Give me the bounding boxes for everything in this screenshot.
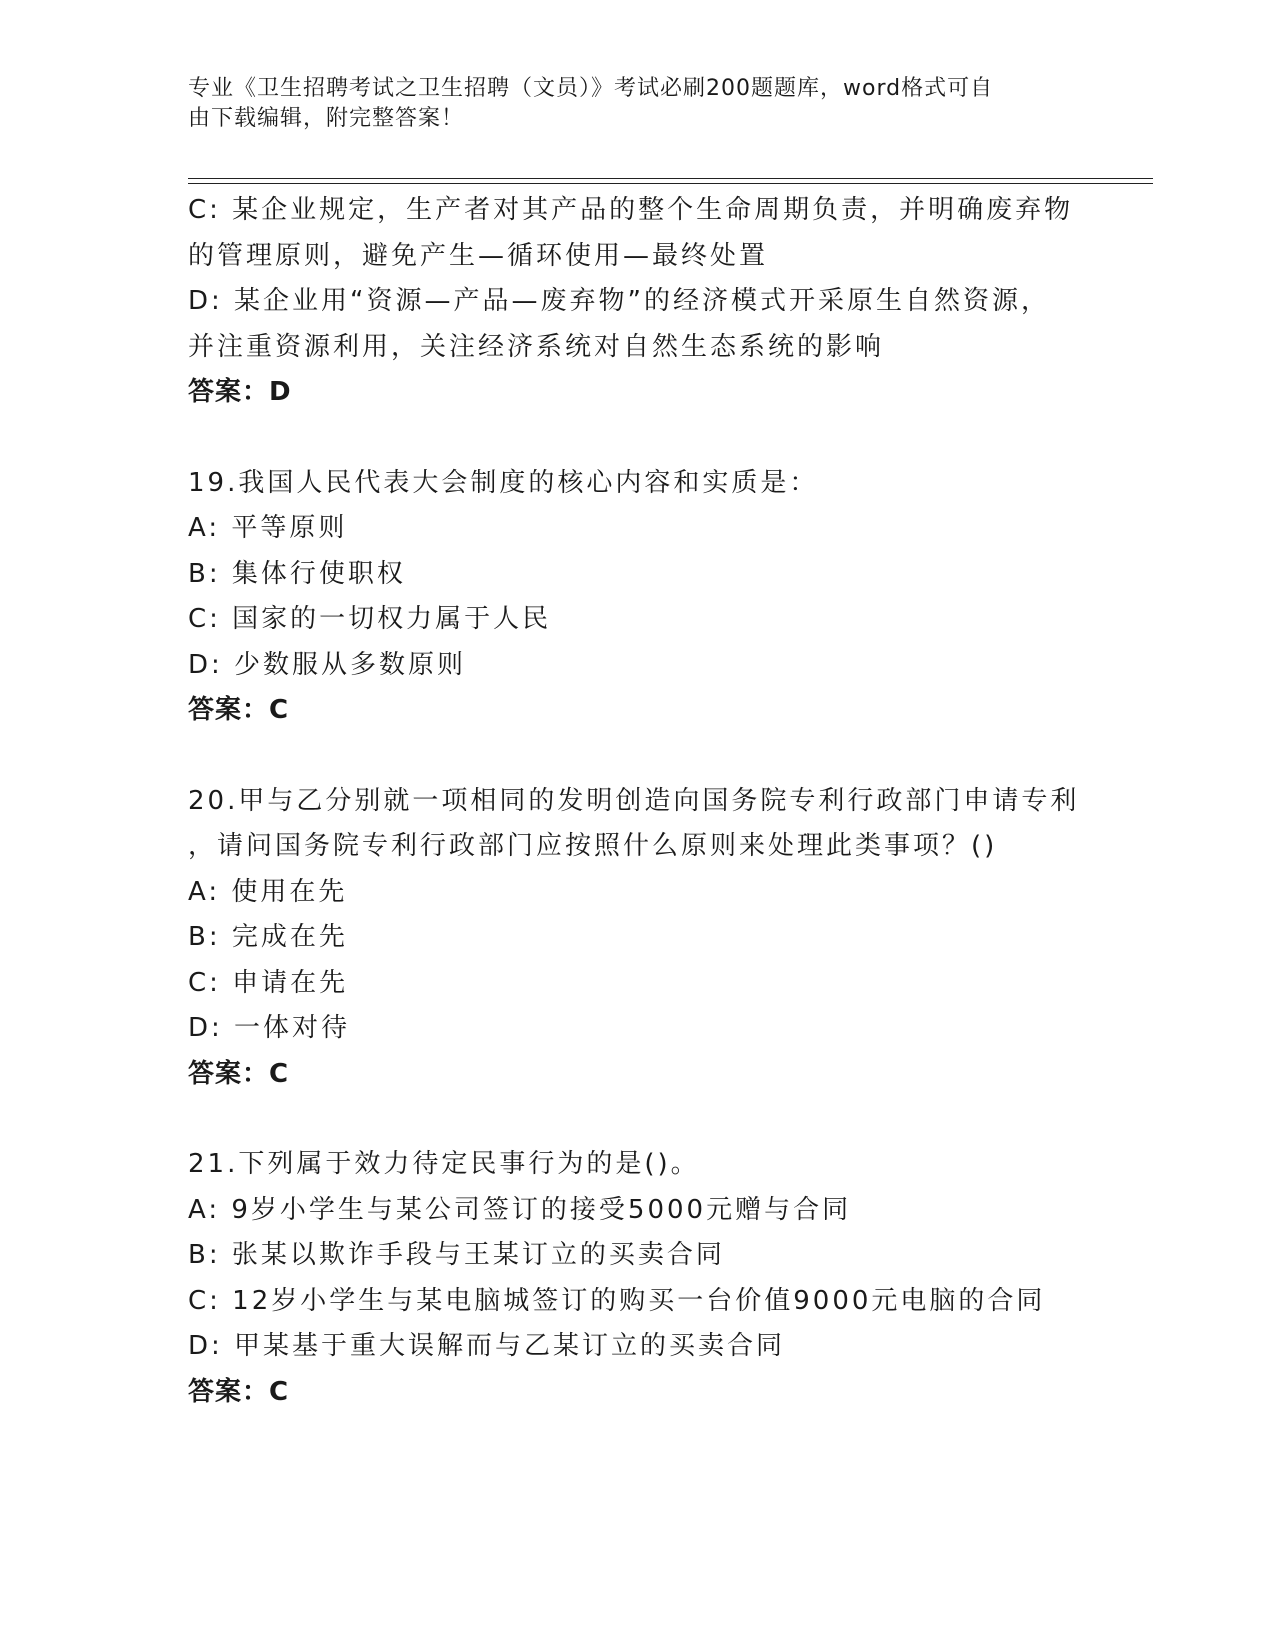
spacer [188,1097,1088,1142]
question-text-line-2: ，请问国务院专利行政部门应按照什么原则来处理此类事项？() [188,831,998,861]
option-c-line-2: 的管理原则，避免产生—循环使用—最终处置 [188,240,769,271]
header-divider-bottom [188,183,1153,184]
option-b: B: 集体行使职权 [188,558,406,589]
option-b: B: 张某以欺诈手段与王某订立的买卖合同 [188,1240,725,1270]
question-text: 19.我国人民代表大会制度的核心内容和实质是： [188,467,819,498]
header-title-line-1: 专业《卫生招聘考试之卫生招聘（文员）》考试必刷200题题库，word格式可自 [188,76,994,101]
option-c: C: 申请在先 [188,967,349,998]
option-c-line-1: C: 某企业规定，生产者对其产品的整个生命周期负责，并明确废弃物 [188,195,1074,225]
option-d: D: 少数服从多数原则 [188,649,467,680]
option-a: A: 使用在先 [188,876,348,907]
header-divider-top [188,178,1153,179]
answer: 答案：C [188,1058,290,1089]
option-d: D: 一体对待 [188,1013,351,1043]
option-d-line-2: 并注重资源利用，关注经济系统对自然生态系统的影响 [188,331,885,362]
option-c: C: 国家的一切权力属于人民 [188,604,552,634]
option-a: A: 9岁小学生与某公司签订的接受5000元赠与合同 [188,1194,852,1225]
question-text-line-1: 20.甲与乙分别就一项相同的发明创造向国务院专利行政部门申请专利 [188,785,1080,816]
option-a: A: 平等原则 [188,513,348,543]
question-list [188,188,1088,1415]
question-block-18 [188,188,1088,416]
question-block-20 [188,779,1088,1098]
question-block-21 [188,1142,1088,1415]
question-block-19 [188,461,1088,734]
header-title-line-2: 由下载编辑，附完整答案！ [188,106,465,131]
option-b: B: 完成在先 [188,922,348,952]
answer: 答案：D [188,377,292,407]
option-d-line-1: D: 某企业用“资源—产品—废弃物”的经济模式开采原生自然资源， [188,286,1050,316]
spacer [188,416,1088,461]
document-header [188,74,1068,134]
option-d: D: 甲某基于重大误解而与乙某订立的买卖合同 [188,1331,786,1361]
question-text: 21.下列属于效力待定民事行为的是()。 [188,1149,700,1179]
option-c: C: 12岁小学生与某电脑城签订的购买一台价值9000元电脑的合同 [188,1285,1046,1316]
spacer [188,734,1088,779]
answer: 答案：C [188,1376,290,1407]
answer: 答案：C [188,695,290,725]
